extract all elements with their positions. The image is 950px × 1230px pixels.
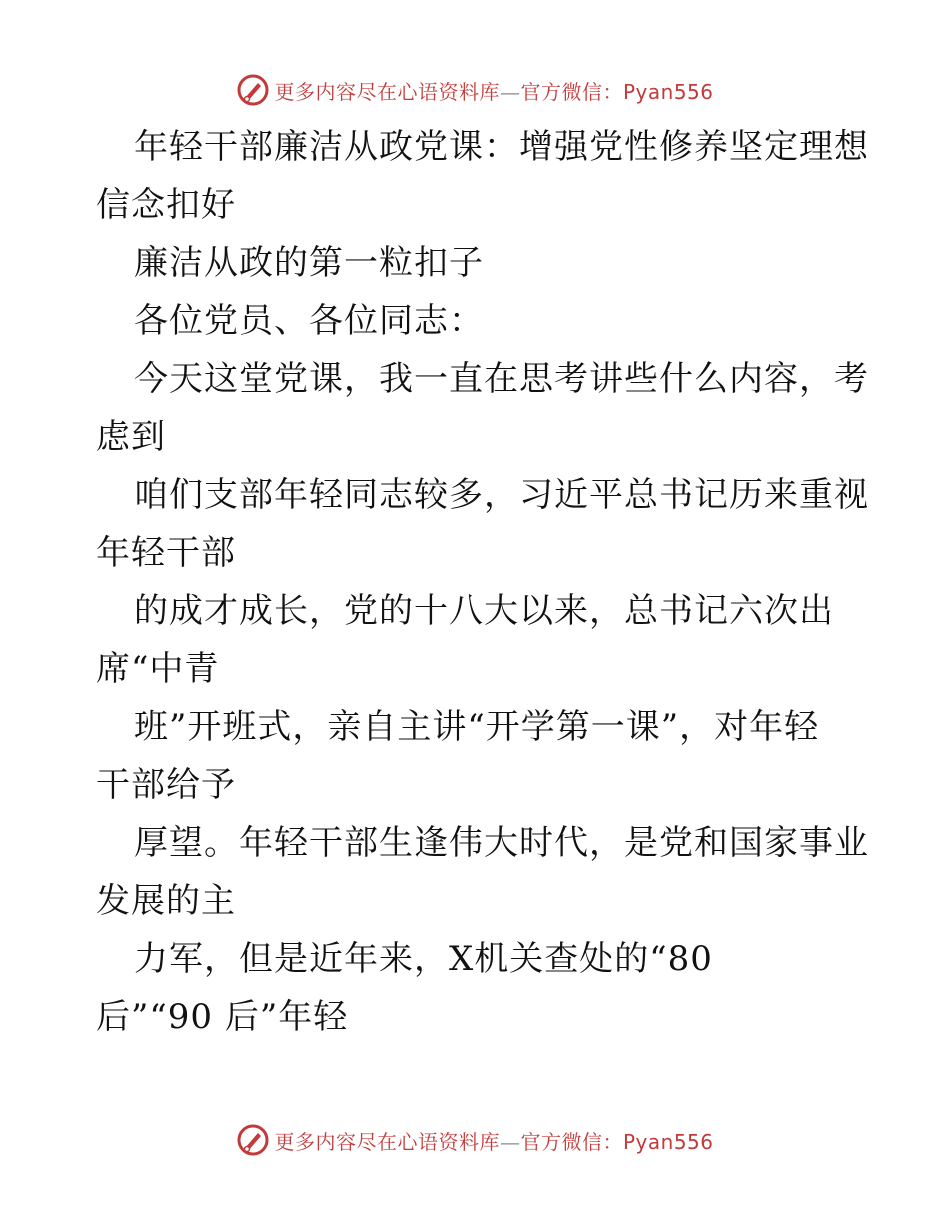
title-line-2: 信念扣好 (96, 185, 236, 225)
header-watermark (0, 70, 950, 110)
paragraph-line: 年轻干部 (96, 533, 236, 573)
watermark-separator: — (499, 1129, 521, 1154)
title-line-1: 年轻干部廉洁从政党课：增强党性修养坚定理想 (134, 127, 869, 167)
paragraph-line: 席“中青 (96, 649, 220, 689)
footer-watermark (0, 1120, 950, 1160)
paragraph-line: 力军，但是近年来，X机关查处的“80 (134, 939, 713, 979)
paragraph-line: 发展的主 (96, 881, 236, 921)
paragraph-line: 的成才成长，党的十八大以来，总书记六次出 (134, 591, 834, 631)
watermark-wechat-id: Pyan556 (622, 1129, 714, 1154)
salutation: 各位党员、各位同志： (134, 301, 484, 341)
watermark-main-text: 更多内容尽在心语资料库 (274, 1129, 500, 1154)
paragraph-line: 后”“90 后”年轻 (96, 997, 349, 1037)
watermark-main-text: 更多内容尽在心语资料库 (274, 79, 500, 104)
paragraph-line: 厚望。年轻干部生逢伟大时代，是党和国家事业 (134, 823, 869, 863)
paragraph-line: 班”开班式，亲自主讲“开学第一课”，对年轻 (134, 707, 820, 747)
watermark-separator: — (499, 79, 521, 104)
pen-logo-icon (236, 1123, 270, 1157)
document-body (96, 118, 869, 1046)
paragraph-line: 咱们支部年轻同志较多，习近平总书记历来重视 (134, 475, 869, 515)
pen-logo-icon (236, 73, 270, 107)
paragraph-line: 干部给予 (96, 765, 236, 805)
watermark-official-label: 官方微信： (520, 79, 623, 104)
watermark-wechat-id: Pyan556 (622, 79, 714, 104)
paragraph-line: 今天这堂党课，我一直在思考讲些什么内容，考 (134, 359, 869, 399)
title-line-3: 廉洁从政的第一粒扣子 (134, 243, 484, 283)
watermark-official-label: 官方微信： (520, 1129, 623, 1154)
paragraph-line: 虑到 (96, 417, 166, 457)
